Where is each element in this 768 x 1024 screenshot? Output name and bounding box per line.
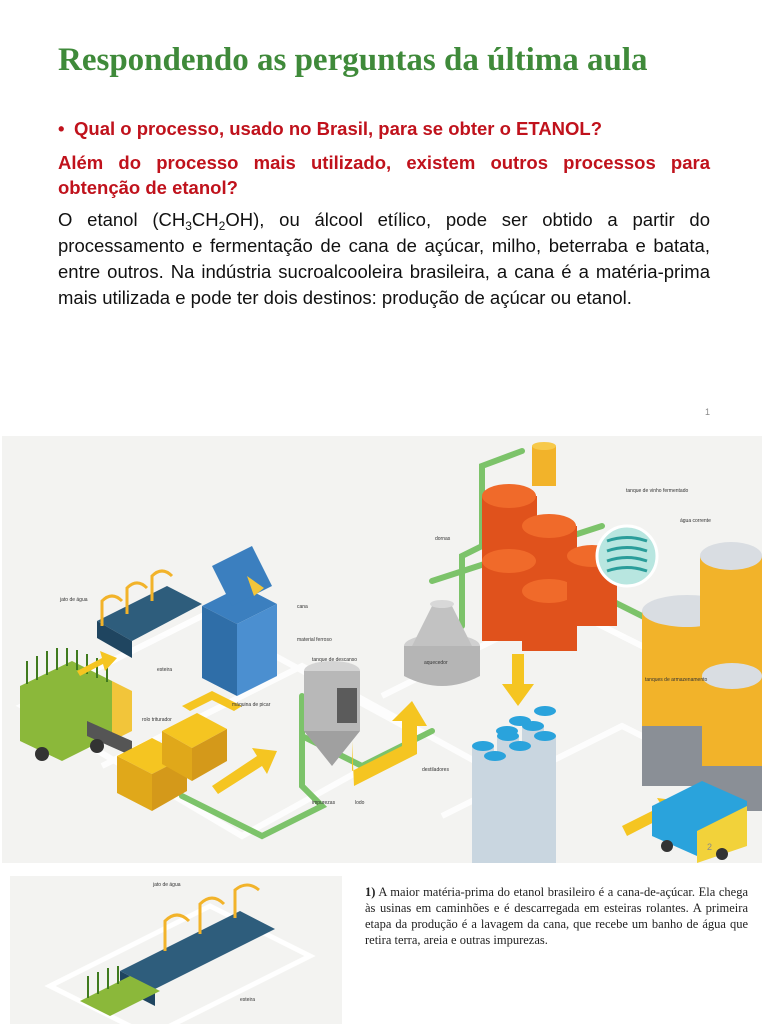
body-text-start: O etanol ( (58, 209, 159, 230)
label-agua-corrente: água corrente (680, 518, 711, 524)
label-aquecedor: aquecedor (424, 660, 448, 666)
shredder-machine (202, 546, 277, 696)
label-rolo: rolo triturador (142, 717, 172, 723)
step-1-text: A maior matéria-prima do etanol brasileiro é a cana-de-açúcar. Ela chega às usinas em caminhões e é descarregada em esteiras rolantes. A primeira etapa da produção é a lavagem da cana, que recebe um banho de água que retira terra, areia e outras impurezas. (365, 885, 748, 947)
label-material-ferroso: material ferroso (297, 637, 332, 643)
label-jato-3: jato de água (153, 882, 181, 888)
label-tanque-descanso: tanque de descanso (312, 657, 358, 663)
label-lodo: lodo (355, 800, 365, 806)
page-number: 1 (705, 407, 711, 417)
heater (404, 600, 480, 686)
fermentation-vats (482, 442, 617, 651)
slide-3 (0, 866, 768, 1024)
label-jato: jato de água (60, 597, 88, 603)
bullet: • (58, 118, 65, 139)
washing-step-diagram (10, 876, 342, 1024)
step-number: 1) (365, 885, 376, 899)
body-text-end: ), ou álcool etílico, pode ser obtido a partir do processamento e fermentação de cana de açúcar, milho, beterraba e batata, entre outros. Na indústria sucroalcooleira brasileira, a cana é a matéria-prima mais utilizada e pode ter dois destinos: produção de açúcar ou etanol. (58, 209, 710, 308)
slide-title: Respondendo as perguntas da última aula (58, 42, 648, 78)
settling-tank (304, 661, 360, 766)
distillation-columns (472, 706, 556, 863)
question-1 (58, 118, 602, 140)
ethanol-process-diagram (2, 436, 762, 863)
question-2: Além do processo mais utilizado, existem outros processos para obtenção de etanol? (58, 152, 710, 198)
label-cana: cana (297, 604, 308, 610)
sugarcane-truck (20, 648, 132, 761)
label-tanque-vinho: tanque de vinho fermentado (626, 488, 689, 494)
slide-2-process-illustration (2, 436, 762, 863)
label-dornas: dornas (435, 536, 451, 542)
label-maquina-picar: máquina de picar (232, 702, 271, 708)
condenser-coil (597, 526, 657, 586)
label-impurezas: impurezas (312, 800, 336, 806)
slide-1 (0, 0, 768, 432)
label-tanques-armazenamento: tanques de armazenamento (645, 677, 708, 683)
body-paragraph (58, 207, 710, 311)
step-1-description (365, 884, 748, 948)
label-esteira-3: esteira (240, 997, 256, 1003)
crusher-rollers (117, 713, 227, 811)
label-destiladores: destiladores (422, 767, 449, 773)
page-number-2: 2 (707, 842, 713, 852)
label-esteira: esteira (157, 667, 173, 673)
ethanol-formula: $CH_3CH_2OH$ (158, 209, 254, 233)
question-1-text: Qual o processo, usado no Brasil, para se obter o ETANOL? (74, 118, 603, 139)
washing-step-illustration (10, 876, 342, 1024)
